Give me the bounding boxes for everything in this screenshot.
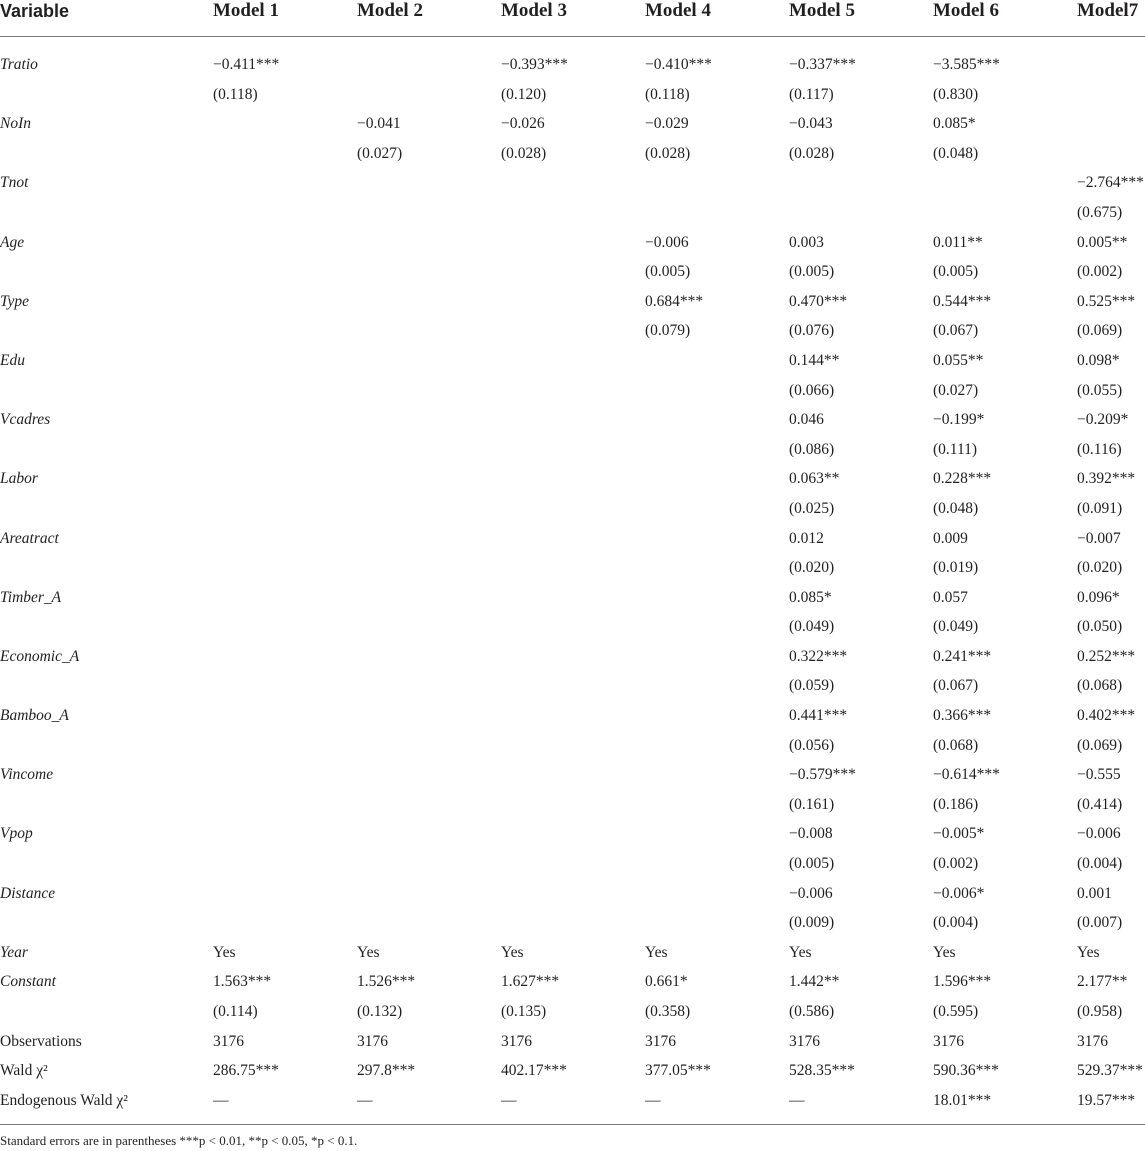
table-cell: 18.01*** xyxy=(933,1091,992,1109)
table-cell: −0.555 xyxy=(1077,766,1121,784)
row-label: Tnot xyxy=(0,174,29,192)
table-row xyxy=(0,109,1145,139)
table-cell: 528.35*** xyxy=(789,1062,855,1080)
table-cell: (0.004) xyxy=(1077,855,1123,873)
table-cell: 1.627*** xyxy=(501,973,560,991)
table-cell: 377.05*** xyxy=(645,1062,711,1080)
table-cell: 0.003 xyxy=(789,233,824,251)
table-body xyxy=(0,50,1145,1115)
table-cell: (0.068) xyxy=(933,736,979,754)
table-cell: −0.209* xyxy=(1077,411,1129,429)
row-label: Economic_A xyxy=(0,647,80,665)
table-cell: 1.526*** xyxy=(357,973,416,991)
table-row xyxy=(0,198,1145,228)
table-cell: — xyxy=(501,1091,517,1109)
table-row xyxy=(0,228,1145,258)
table-cell: 0.012 xyxy=(789,529,824,547)
row-label: NoIn xyxy=(0,115,31,133)
table-cell: 0.402*** xyxy=(1077,707,1136,725)
table-cell: (0.830) xyxy=(933,85,979,103)
table-cell: (0.056) xyxy=(789,736,835,754)
table-row xyxy=(0,1086,1145,1116)
table-row xyxy=(0,583,1145,613)
table-cell: — xyxy=(645,1091,661,1109)
table-row xyxy=(0,1027,1145,1057)
table-cell: — xyxy=(357,1091,373,1109)
table-cell: −0.006* xyxy=(933,884,985,902)
table-row xyxy=(0,612,1145,642)
table-cell: 286.75*** xyxy=(213,1062,279,1080)
table-row xyxy=(0,849,1145,879)
table-cell: (0.069) xyxy=(1077,736,1123,754)
table-row xyxy=(0,257,1145,287)
table-cell: (0.009) xyxy=(789,914,835,932)
table-cell: (0.048) xyxy=(933,499,979,517)
row-label: Tratio xyxy=(0,56,38,73)
row-label: Distance xyxy=(0,884,56,902)
table-row xyxy=(0,819,1145,849)
table-cell: −0.410*** xyxy=(645,56,712,73)
table-cell: 0.241*** xyxy=(933,647,992,665)
row-label: Year xyxy=(0,943,28,961)
row-label: Areatract xyxy=(0,529,59,547)
table-cell: −0.393*** xyxy=(501,56,568,73)
table-cell: (0.091) xyxy=(1077,499,1123,517)
row-label: Vincome xyxy=(0,766,54,784)
table-cell: (0.114) xyxy=(213,1003,258,1020)
table-row xyxy=(0,1056,1145,1086)
table-cell: 0.544*** xyxy=(933,292,992,310)
table-cell: (0.050) xyxy=(1077,618,1123,636)
table-cell: — xyxy=(213,1091,229,1109)
table-cell: 0.055** xyxy=(933,351,984,369)
table-row xyxy=(0,760,1145,790)
table-cell: Yes xyxy=(645,943,668,961)
table-cell: (0.027) xyxy=(933,381,979,399)
table-row xyxy=(0,938,1145,968)
table-row xyxy=(0,879,1145,909)
table-cell: −0.199* xyxy=(933,411,985,429)
table-row xyxy=(0,405,1145,435)
table-cell: 0.252*** xyxy=(1077,647,1136,665)
table-cell: Yes xyxy=(501,943,524,961)
table-cell: (0.067) xyxy=(933,322,979,340)
table-cell: 0.046 xyxy=(789,411,824,429)
table-cell: (0.117) xyxy=(789,85,834,103)
table-cell: (0.004) xyxy=(933,914,979,932)
table-cell: −2.764*** xyxy=(1077,174,1144,192)
header-model-6: Model 6 xyxy=(933,0,999,21)
table-row xyxy=(0,731,1145,761)
table-cell: −0.043 xyxy=(789,115,833,133)
table-cell: (0.059) xyxy=(789,677,835,695)
table-cell: (0.020) xyxy=(1077,559,1123,577)
footnote: Standard errors are in parentheses ***p < 0.01, **p < 0.05, *p < 0.1. xyxy=(0,1133,358,1148)
table-cell: 297.8*** xyxy=(357,1062,416,1080)
table-cell: (0.958) xyxy=(1077,1003,1123,1020)
table-cell: −0.041 xyxy=(357,115,401,133)
table-cell: 590.36*** xyxy=(933,1062,999,1080)
table-cell: 3176 xyxy=(645,1032,676,1050)
table-cell: (0.116) xyxy=(1077,440,1122,458)
row-label: Edu xyxy=(0,351,25,369)
table-cell: (0.086) xyxy=(789,440,835,458)
row-label: Wald χ² xyxy=(0,1062,48,1080)
table-cell: (0.007) xyxy=(1077,914,1123,932)
table-cell: (0.135) xyxy=(501,1003,547,1020)
table-cell: 0.144** xyxy=(789,351,840,369)
table-cell: 0.001 xyxy=(1077,884,1112,902)
table-cell: (0.069) xyxy=(1077,322,1123,340)
table-cell: (0.005) xyxy=(789,263,835,281)
table-cell: (0.066) xyxy=(789,381,835,399)
table-cell: 0.684*** xyxy=(645,292,704,310)
table-cell: −0.008 xyxy=(789,825,833,843)
table-cell: 1.563*** xyxy=(213,973,272,991)
table-cell: 0.096* xyxy=(1077,588,1120,606)
table-row xyxy=(0,464,1145,494)
table-cell: −3.585*** xyxy=(933,56,1000,73)
row-label: Vcadres xyxy=(0,411,51,429)
table-row xyxy=(0,790,1145,820)
table-cell: Yes xyxy=(357,943,380,961)
table-cell: (0.020) xyxy=(789,559,835,577)
table-cell: (0.132) xyxy=(357,1003,403,1020)
table-row xyxy=(0,642,1145,672)
table-row xyxy=(0,168,1145,198)
table-cell: 402.17*** xyxy=(501,1062,567,1080)
table-cell: 0.392*** xyxy=(1077,470,1136,488)
header-model-4: Model 4 xyxy=(645,0,711,21)
table-cell: (0.414) xyxy=(1077,795,1123,813)
table-cell: Yes xyxy=(213,943,236,961)
table-cell: 3176 xyxy=(357,1032,388,1050)
table-cell: 0.085* xyxy=(789,588,832,606)
table-cell: −0.029 xyxy=(645,115,689,133)
bottom-rule xyxy=(0,1124,1145,1125)
table-cell: (0.120) xyxy=(501,85,547,103)
table-cell: 0.525*** xyxy=(1077,292,1136,310)
table-cell: (0.005) xyxy=(933,263,979,281)
table-cell: −0.026 xyxy=(501,115,545,133)
table-cell: (0.055) xyxy=(1077,381,1123,399)
table-cell: (0.079) xyxy=(645,322,691,340)
table-cell: (0.028) xyxy=(501,144,547,162)
row-label: Timber_A xyxy=(0,588,62,606)
header-model-3: Model 3 xyxy=(501,0,567,21)
table-row xyxy=(0,908,1145,938)
table-cell: 3176 xyxy=(789,1032,820,1050)
table-row xyxy=(0,287,1145,317)
table-cell: −0.006 xyxy=(645,233,689,251)
table-row xyxy=(0,139,1145,169)
table-cell: −0.614*** xyxy=(933,766,1000,784)
table-cell: (0.028) xyxy=(645,144,691,162)
table-cell: (0.076) xyxy=(789,322,835,340)
table-row xyxy=(0,524,1145,554)
table-cell: 1.442** xyxy=(789,973,840,991)
table-row xyxy=(0,701,1145,731)
table-row xyxy=(0,50,1145,80)
table-cell: (0.186) xyxy=(933,795,979,813)
table-cell: (0.068) xyxy=(1077,677,1123,695)
header-model-2: Model 2 xyxy=(357,0,423,21)
table-cell: 0.322*** xyxy=(789,647,848,665)
table-cell: (0.019) xyxy=(933,559,979,577)
table-cell: 0.085* xyxy=(933,115,976,133)
table-cell: — xyxy=(789,1091,805,1109)
table-cell: 529.37*** xyxy=(1077,1062,1143,1080)
row-label: Labor xyxy=(0,470,38,488)
table-cell: (0.049) xyxy=(933,618,979,636)
table-cell: 3176 xyxy=(213,1032,244,1050)
table-cell: (0.111) xyxy=(933,440,978,458)
table-cell: −0.006 xyxy=(789,884,833,902)
table-cell: (0.028) xyxy=(789,144,835,162)
table-cell: (0.675) xyxy=(1077,203,1123,221)
table-cell: Yes xyxy=(1077,943,1100,961)
table-row xyxy=(0,553,1145,583)
table-cell: 19.57*** xyxy=(1077,1091,1136,1109)
table-cell: Yes xyxy=(933,943,956,961)
table-cell: 0.063** xyxy=(789,470,840,488)
row-label: Type xyxy=(0,292,29,310)
table-cell: (0.048) xyxy=(933,144,979,162)
table-cell: 0.470*** xyxy=(789,292,848,310)
table-row xyxy=(0,997,1145,1027)
header-model-1: Model 1 xyxy=(213,0,279,21)
table-row xyxy=(0,346,1145,376)
row-label: Constant xyxy=(0,973,56,991)
table-cell: 0.011** xyxy=(933,233,983,251)
table-cell: (0.049) xyxy=(789,618,835,636)
table-cell: (0.002) xyxy=(1077,263,1123,281)
table-cell: (0.025) xyxy=(789,499,835,517)
table-cell: 2.177** xyxy=(1077,973,1128,991)
header-variable: Variable xyxy=(0,1,70,21)
row-label: Bamboo_A xyxy=(0,707,69,725)
table-cell: −0.005* xyxy=(933,825,985,843)
table-cell: (0.067) xyxy=(933,677,979,695)
table-row xyxy=(0,494,1145,524)
table-cell: 3176 xyxy=(501,1032,532,1050)
table-cell: (0.586) xyxy=(789,1003,835,1020)
table-cell: −0.579*** xyxy=(789,766,856,784)
table-cell: 0.005** xyxy=(1077,233,1128,251)
table-row xyxy=(0,671,1145,701)
table-cell: −0.411*** xyxy=(213,56,280,73)
table-cell: (0.161) xyxy=(789,795,835,813)
row-label: Endogenous Wald χ² xyxy=(0,1091,128,1109)
table-row xyxy=(0,80,1145,110)
row-label: Observations xyxy=(0,1032,82,1050)
table-cell: 0.098* xyxy=(1077,351,1120,369)
table-cell: 1.596*** xyxy=(933,973,992,991)
table-cell: 0.366*** xyxy=(933,707,992,725)
table-cell: 0.661* xyxy=(645,973,688,991)
table-row xyxy=(0,316,1145,346)
table-cell: 0.009 xyxy=(933,529,968,547)
table-cell: (0.118) xyxy=(213,85,258,103)
table-row xyxy=(0,435,1145,465)
table-cell: (0.595) xyxy=(933,1003,979,1020)
table-cell: (0.005) xyxy=(645,263,691,281)
header-model-7: Model7 xyxy=(1077,0,1139,21)
row-label: Age xyxy=(0,233,25,251)
table-row xyxy=(0,376,1145,406)
table-cell: −0.007 xyxy=(1077,529,1121,547)
table-cell: 3176 xyxy=(933,1032,964,1050)
table-cell: Yes xyxy=(789,943,812,961)
table-cell: (0.358) xyxy=(645,1003,691,1020)
table-header xyxy=(0,0,1145,24)
table-cell: 0.057 xyxy=(933,588,968,606)
header-model-5: Model 5 xyxy=(789,0,855,21)
table-cell: 0.228*** xyxy=(933,470,992,488)
table-cell: (0.118) xyxy=(645,85,690,103)
table-cell: −0.337*** xyxy=(789,56,856,73)
table-cell: (0.002) xyxy=(933,855,979,873)
row-label: Vpop xyxy=(0,825,33,843)
table-cell: (0.005) xyxy=(789,855,835,873)
table-cell: 0.441*** xyxy=(789,707,848,725)
table-row xyxy=(0,967,1145,997)
table-cell: (0.027) xyxy=(357,144,403,162)
table-cell: 3176 xyxy=(1077,1032,1108,1050)
header-rule xyxy=(0,36,1145,37)
table-cell: −0.006 xyxy=(1077,825,1121,843)
